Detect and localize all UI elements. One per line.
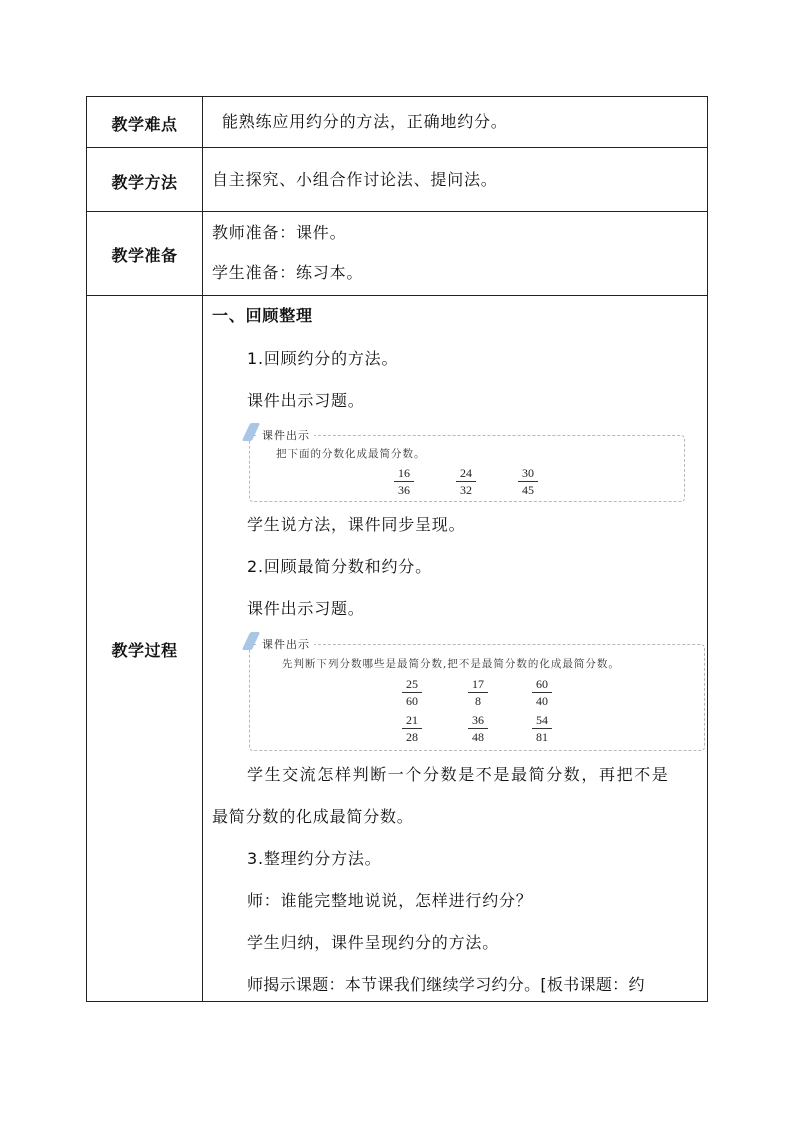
step-2-courseware: 课件出示习题。 [247, 599, 365, 618]
fraction: 60 40 [532, 677, 552, 708]
fraction: 25 60 [402, 677, 422, 708]
row-divider [87, 295, 707, 296]
courseware-tag: 课件出示 [258, 636, 314, 652]
teacher-question: 师：谁能完整地说说，怎样进行约分？ [247, 891, 533, 910]
fraction: 30 45 [518, 466, 538, 497]
step-1: 1.回顾约分的方法。 [247, 349, 399, 368]
step-2-after-line-1: 学生交流怎样判断一个分数是不是最简分数，再把不是 [247, 765, 670, 784]
courseware-tag: 课件出示 [258, 427, 314, 443]
step-3: 3.整理约分方法。 [247, 849, 382, 868]
step-2-after-line-2: 最简分数的化成最简分数。 [212, 807, 414, 826]
method-content: 自主探究、小组合作讨论法、提问法。 [212, 170, 498, 189]
label-difficulty: 教学难点 [111, 115, 178, 134]
column-divider [202, 97, 203, 1001]
fraction: 54 81 [532, 713, 552, 744]
fraction: 17 8 [468, 677, 488, 708]
step-1-courseware: 课件出示习题。 [247, 391, 365, 410]
teacher-preparation: 教师准备：课件。 [212, 223, 347, 242]
courseware-prompt: 先判断下列分数哪些是最简分数,把不是最简分数的化成最简分数。 [282, 658, 620, 670]
step-2: 2.回顾最简分数和约分。 [247, 557, 432, 576]
section-heading: 一、回顾整理 [212, 306, 313, 325]
label-process: 教学过程 [111, 641, 178, 660]
fraction: 24 32 [456, 466, 476, 497]
fraction: 16 36 [394, 466, 414, 497]
label-method: 教学方法 [111, 173, 178, 192]
difficulty-content: 能熟练应用约分的方法，正确地约分。 [222, 112, 508, 131]
student-preparation: 学生准备：练习本。 [212, 263, 364, 282]
label-preparation: 教学准备 [111, 246, 178, 265]
fraction: 36 48 [468, 713, 488, 744]
reveal-topic: 师揭示课题：本节课我们继续学习约分。[板书课题：约 [247, 975, 645, 994]
courseware-card-2 [249, 638, 705, 751]
student-summary: 学生归纳，课件呈现约分的方法。 [247, 933, 500, 952]
step-1-after: 学生说方法，课件同步呈现。 [247, 515, 466, 534]
courseware-card-1 [249, 429, 685, 502]
lesson-plan-table [86, 96, 708, 1002]
row-divider [87, 147, 707, 148]
courseware-prompt: 把下面的分数化成最简分数。 [276, 448, 426, 460]
row-divider [87, 211, 707, 212]
fraction: 21 28 [402, 713, 422, 744]
